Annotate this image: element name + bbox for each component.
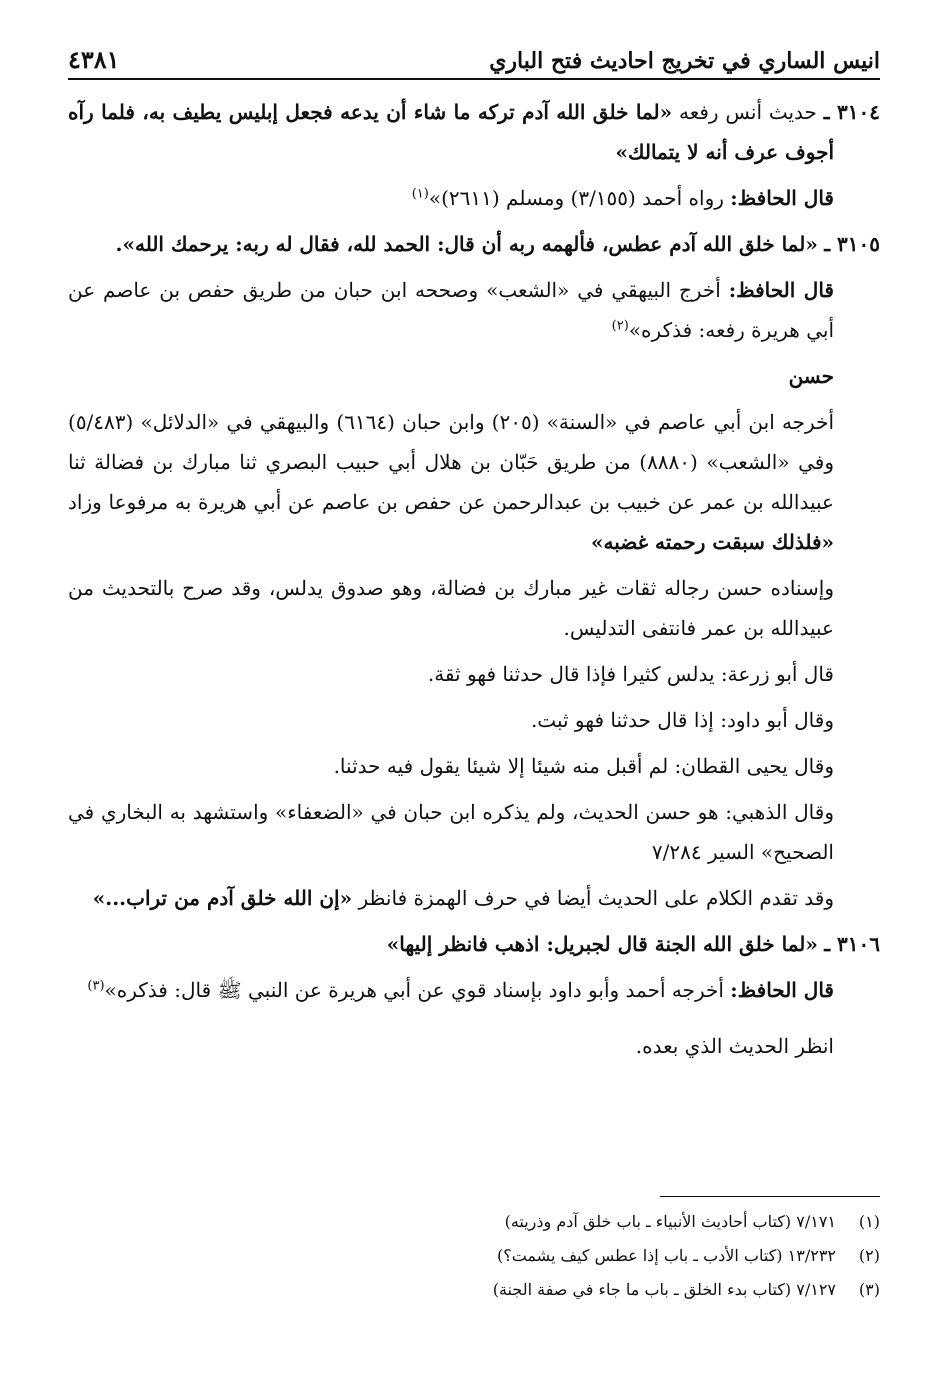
hadith-text: «لما خلق الله آدم عطس، فألهمه ربه أن قال: الحمد لله، فقال له ربه: يرحمك الله». (115, 232, 818, 256)
takhrij-addition: «فلذلك سبقت رحمته غضبه» (591, 530, 834, 554)
hadith-text: «لما خلق الله الجنة قال لجبريل: اذهب فانظر إليها» (386, 932, 818, 956)
page-header (68, 34, 880, 80)
footnotes (68, 1196, 880, 1307)
footnote-ref: (٣) (87, 978, 105, 994)
footnote-text: ٧/١٧١ (كتاب أحاديث الأنبياء ـ باب خلق آدم وذريته) (504, 1212, 836, 1231)
takhrij-text: أخرجه ابن أبي عاصم في «السنة» (٢٠٥) وابن حبان (٦١٦٤) والبيهقي في «الدلائل» (٥/٤٨٣) وفي «الشعب» (٨٨٨٠) من طريق حَبّان بن هلال أبي حبيب البصري ثنا مبارك بن فضالة ثنا عبيدالله بن عمر عن خبيب بن عبدالرحمن عن حفص بن عاصم عن أبي هريرة به مرفوعا وزاد (68, 410, 834, 514)
hadith-number: ٣١٠٤ ـ (823, 100, 881, 124)
hadith-intro: حديث أنس رفعه (678, 100, 817, 124)
hafiz-text: رواه أحمد (٣/١٥٥) ومسلم (٢٦١١)» (428, 186, 724, 210)
hafiz-label: قال الحافظ: (730, 978, 834, 1002)
hafiz-comment-3105 (68, 270, 880, 350)
hadith-number: ٣١٠٦ ـ (824, 932, 880, 956)
hafiz-text: أخرج البيهقي في «الشعب» وصححه ابن حبان من طريق حفص بن عاصم عن أبي هريرة رفعه: فذكره» (68, 278, 834, 342)
footnote-number: (٣) (858, 1280, 880, 1299)
hadith-3105 (68, 224, 880, 264)
crossref-text: وقد تقدم الكلام على الحديث أيضا في حرف الهمزة فانظر (358, 886, 834, 910)
footnote-number: (١) (858, 1212, 880, 1231)
running-title: انيس الساري في تخريج احاديث فتح الباري (489, 48, 880, 74)
hafiz-comment-3106 (68, 970, 880, 1010)
isnad-paragraph: وإسناده حسن رجاله ثقات غير مبارك بن فضالة، وهو صدوق يدلس، وقد صرح بالتحديث من عبيدالله بن عمر فانتفى التدليس. (68, 576, 834, 640)
footnote-item (68, 1205, 880, 1239)
quote-abu-zurah: قال أبو زرعة: يدلس كثيرا فإذا قال حدثنا فهو ثقة. (427, 662, 834, 686)
footnote-item (68, 1239, 880, 1273)
hadith-3106 (68, 924, 880, 964)
footnote-number: (٢) (858, 1246, 880, 1265)
crossref-paragraph (68, 878, 880, 918)
hafiz-label: قال الحافظ: (728, 278, 834, 302)
quote-abu-dawud: وقال أبو داود: إذا قال حدثنا فهو ثبت. (530, 708, 834, 732)
hadith-grade: حسن (788, 364, 834, 388)
footnote-ref: (١) (411, 186, 429, 202)
takhrij-paragraph (68, 402, 880, 562)
quote-yahya-alqattan: وقال يحيى القطان: لم أقبل منه شيئا إلا شيئا يقول فيه حدثنا. (333, 754, 834, 778)
hadith-text: «لما خلق الله آدم تركه ما شاء أن يدعه فجعل إبليس يطيف به، فلما رآه أجوف عرف أنه لا يتمالك» (68, 100, 834, 164)
hadith-number: ٣١٠٥ ـ (824, 232, 880, 256)
quote-adhahabi: وقال الذهبي: هو حسن الحديث، ولم يذكره ابن حبان في «الضعفاء» واستشهد به البخاري في الصحيح» السير ٧/٢٨٤ (68, 800, 834, 864)
hafiz-text: أخرجه أحمد وأبو داود بإسناد قوي عن أبي هريرة عن النبي ﷺ قال: فذكره» (104, 978, 724, 1002)
footnote-ref: (٢) (611, 318, 629, 334)
footnote-item (68, 1273, 880, 1307)
crossref-hadith: «إن الله خلق آدم من تراب...» (92, 886, 353, 910)
page-content (68, 92, 880, 1066)
footnote-text: ٧/١٢٧ (كتاب بدء الخلق ـ باب ما جاء في صفة الجنة) (492, 1280, 836, 1299)
hafiz-label: قال الحافظ: (730, 186, 834, 210)
hadith-3104 (68, 92, 880, 172)
footnote-divider (660, 1196, 880, 1197)
hafiz-comment-3104 (68, 178, 880, 218)
see-next-note: انظر الحديث الذي بعده. (635, 1034, 834, 1058)
footnote-text: ١٣/٢٣٢ (كتاب الأدب ـ باب إذا عطس كيف يشمت؟) (496, 1246, 836, 1265)
page-number: ٤٣٨١ (68, 45, 120, 74)
